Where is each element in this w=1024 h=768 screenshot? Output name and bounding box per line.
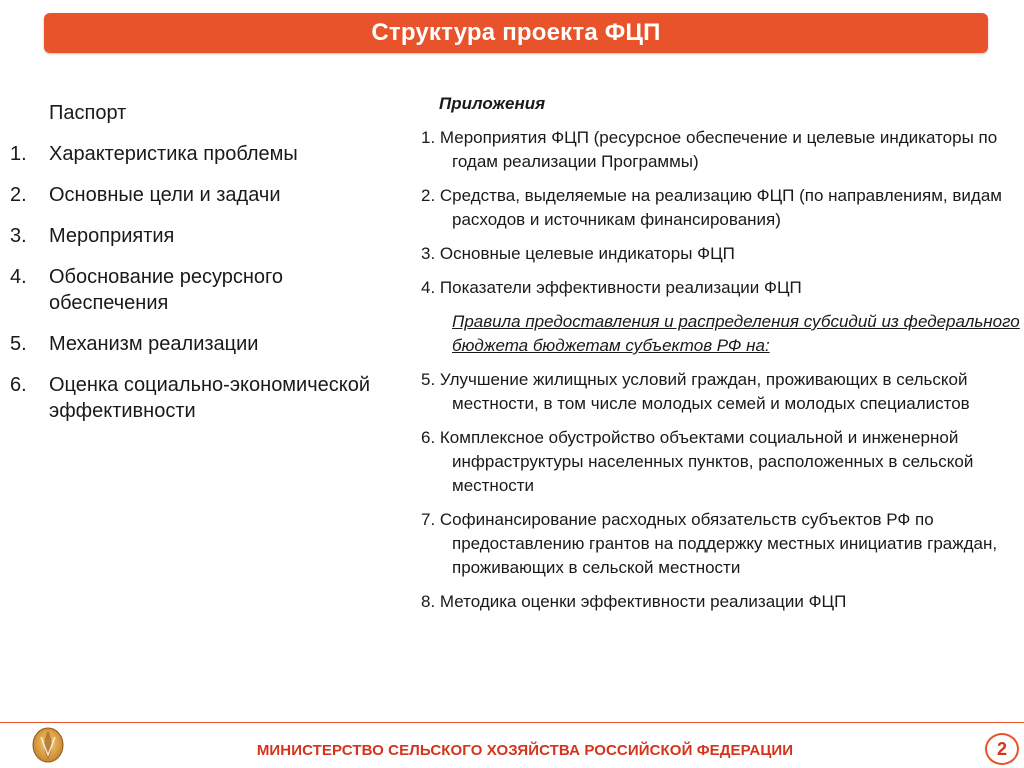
appendix-item: 6. Комплексное обустройство объектами социальной и инженерной инфраструктуры населенных пунктов, расположенных в сельской местности xyxy=(421,428,974,495)
list-item-number: 5. xyxy=(10,333,27,355)
list-item-number: 3. xyxy=(10,225,27,247)
list-item-text: Оценка социально-экономической эффективности xyxy=(49,374,371,422)
list-item-number: 4. xyxy=(10,266,27,288)
appendix-item: 4. Показатели эффективности реализации ФЦП xyxy=(421,278,802,297)
list-item xyxy=(10,223,395,249)
list-item-text: Основные цели и задачи xyxy=(49,184,281,206)
list-item-text: Механизм реализации xyxy=(49,333,259,355)
list-item xyxy=(10,372,395,424)
appendix-item: 2. Средства, выделяемые на реализацию ФЦП (по направлениям, видам расходов и источникам финансирования) xyxy=(421,186,1002,229)
list-item xyxy=(10,182,395,208)
subsidy-rules-heading: Правила предоставления и распределения субсидий из федерального бюджета бюджетам субъектов РФ на: xyxy=(452,312,1020,355)
title-bar xyxy=(44,13,988,53)
list-item xyxy=(10,331,395,357)
list-item xyxy=(10,264,395,316)
appendices-heading: Приложения xyxy=(439,94,546,113)
contents-list xyxy=(10,98,395,439)
list-item-number: 2. xyxy=(10,184,27,206)
footer-divider xyxy=(0,722,1024,723)
appendix-item: 1. Мероприятия ФЦП (ресурсное обеспечение и целевые индикаторы по годам реализации Программы) xyxy=(421,128,998,171)
list-item-number: 1. xyxy=(10,143,27,165)
ministry-name: МИНИСТЕРСТВО СЕЛЬСКОГО ХОЗЯЙСТВА РОССИЙСКОЙ ФЕДЕРАЦИИ xyxy=(256,742,794,759)
appendix-item: 3. Основные целевые индикаторы ФЦП xyxy=(421,244,735,263)
appendix-item: 8. Методика оценки эффективности реализации ФЦП xyxy=(421,592,847,611)
list-item-text: Мероприятия xyxy=(49,225,175,247)
passport-label: Паспорт xyxy=(49,102,127,124)
list-item-text: Обоснование ресурсного обеспечения xyxy=(49,266,284,314)
appendix-item: 5. Улучшение жилищных условий граждан, проживающих в сельской местности, в том числе молодых семей и молодых специалистов xyxy=(421,370,970,413)
appendix-item: 7. Софинансирование расходных обязательств субъектов РФ по предоставлению грантов на поддержку местных инициатив граждан, проживающих в сельской местности xyxy=(421,510,998,577)
appendices-list xyxy=(421,92,1021,624)
list-item-text: Характеристика проблемы xyxy=(49,143,298,165)
page-title: Структура проекта ФЦП xyxy=(371,19,661,46)
list-item-number: 6. xyxy=(10,374,27,396)
list-item xyxy=(10,141,395,167)
page-number: 2 xyxy=(985,733,1019,765)
